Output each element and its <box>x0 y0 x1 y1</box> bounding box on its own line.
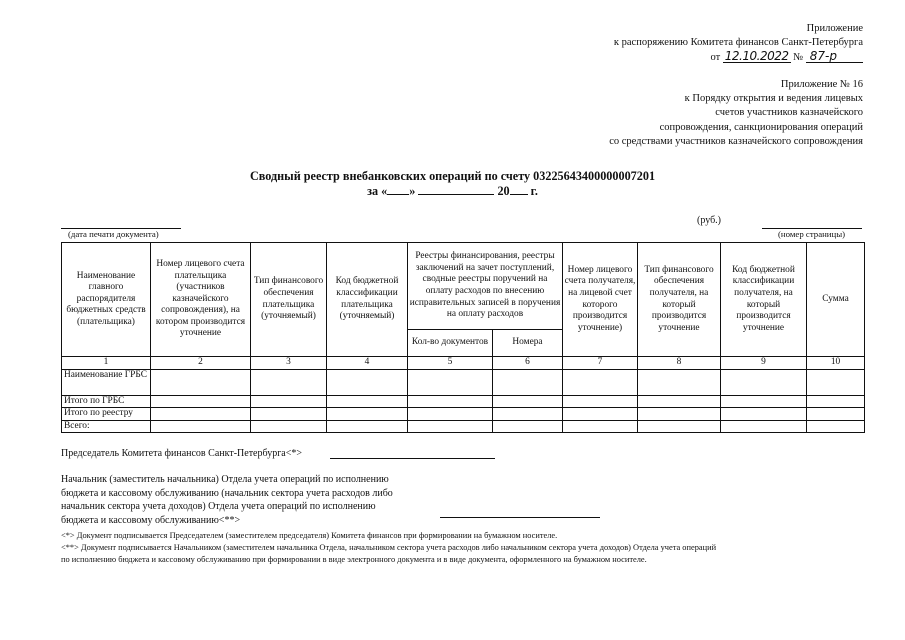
appendix-date-line <box>614 51 863 65</box>
col-number: 6 <box>493 357 563 370</box>
head-signature-block <box>61 473 393 527</box>
handwritten-number: 87-р <box>806 51 863 63</box>
row-label-grbs: Наименование ГРБС <box>62 369 151 395</box>
column-numbers-row <box>62 357 865 370</box>
header-payer-budget-code: Код бюджетной классификации плательщика (уточняемый) <box>327 243 408 357</box>
col-number: 7 <box>563 357 638 370</box>
from-label: от <box>710 52 721 64</box>
handwritten-date: 12.10.2022 <box>724 49 789 64</box>
header-payer-finance-type: Тип финансового обеспечения плательщика (уточняемый) <box>251 243 327 357</box>
appendix-order-line: к распоряжению Комитета финансов Санкт-Петербурга <box>613 37 863 49</box>
period-mid: » <box>409 184 416 198</box>
col-number: 9 <box>721 357 807 370</box>
currency-label: (руб.) <box>697 215 721 226</box>
table-row <box>62 395 865 408</box>
period-suffix: г. <box>530 184 538 198</box>
number-sign: № <box>793 52 804 64</box>
head-signature-line1: Начальник (заместитель начальника) Отдела учета операций по исполнению <box>61 474 389 485</box>
col-number: 2 <box>151 357 251 370</box>
appendix-16-line5: со средствами участников казначейского сопровождения <box>609 135 863 147</box>
col-number: 10 <box>807 357 865 370</box>
appendix-16-line1: Приложение № 16 <box>780 79 863 90</box>
appendix-header <box>614 22 863 66</box>
document-period <box>0 184 905 199</box>
header-recipient-budget-code: Код бюджетной классификации получателя, на который производится уточнение <box>721 243 807 357</box>
row-label-total-registry: Итого по реестру <box>62 408 151 421</box>
registry-table <box>61 242 865 433</box>
head-signature-line3: начальник сектора учета доходов) Отдела учета операций по исполнению <box>61 501 376 513</box>
appendix-16-line4: сопровождения, санкционирования операций <box>659 121 863 133</box>
col-number: 3 <box>251 357 327 370</box>
header-doc-numbers: Номера <box>493 330 563 357</box>
row-label-total-all: Всего: <box>62 420 151 433</box>
footnote-2: <**> Документ подписывается Начальником (заместителем начальника Отдела, начальником сектора учета расходов либо начальником сектора учета доходов) Отдела учета операций <box>61 543 717 552</box>
document-title: Сводный реестр внебанковских операций по счету 03225643400000007201 <box>249 169 656 183</box>
head-signature-line <box>440 517 600 518</box>
header-amount: Сумма <box>807 243 865 357</box>
header-payer-account: Номер лицевого счета плательщика (участников казначейского сопровождения), на котором производится уточнение <box>151 243 251 357</box>
appendix-16-line2: к Порядку открытия и ведения лицевых <box>684 93 863 105</box>
appendix-label: Приложение <box>806 23 863 34</box>
period-prefix: за « <box>367 184 388 198</box>
table-row <box>62 369 865 395</box>
header-doc-count: Кол-во документов <box>408 330 493 357</box>
col-number: 1 <box>62 357 151 370</box>
table-row <box>62 408 865 421</box>
col-number: 4 <box>327 357 408 370</box>
header-registries-group: Реестры финансирования, реестры заключений на зачет поступлений, сводные реестры поручений на оплату расходов по внесению исправительных записей в поручения на оплату расходов <box>408 243 563 330</box>
chairman-signature-label: Председатель Комитета финансов Санкт-Петербурга<*> <box>61 448 303 459</box>
footnote-3: по исполнению бюджета и кассовому обслуживанию при формировании в виде электронного документа и в виде документа, оформленного на бумажном носителе. <box>61 555 647 564</box>
footnote-1: <*> Документ подписывается Председателем (заместителем председателя) Комитета финансов при формировании на бумажном носителе. <box>61 531 558 540</box>
header-recipient-finance-type: Тип финансового обеспечения получателя, на который производится уточнение <box>638 243 721 357</box>
print-date-label: (дата печати документа) <box>68 229 159 239</box>
col-number: 5 <box>408 357 493 370</box>
footnotes <box>61 530 861 566</box>
head-signature-line2: бюджета и кассовому обслуживанию (начальник сектора учета расходов либо <box>61 487 393 499</box>
appendix-16-line3: счетов участников казначейского <box>715 107 863 119</box>
row-label-total-grbs: Итого по ГРБС <box>62 395 151 408</box>
header-grbs-name: Наименование главного распорядителя бюджетных средств (плательщика) <box>62 243 151 357</box>
header-recipient-account: Номер лицевого счета получателя, на лицевой счет которого производится уточнение) <box>563 243 638 357</box>
col-number: 8 <box>638 357 721 370</box>
appendix-16-block <box>609 78 863 149</box>
table-row <box>62 420 865 433</box>
period-year: 20 <box>497 184 510 198</box>
chairman-signature-line <box>330 458 495 459</box>
head-signature-line4: бюджета и кассовому обслуживанию<**> <box>61 514 241 526</box>
page-number-label: (номер страницы) <box>778 229 846 239</box>
